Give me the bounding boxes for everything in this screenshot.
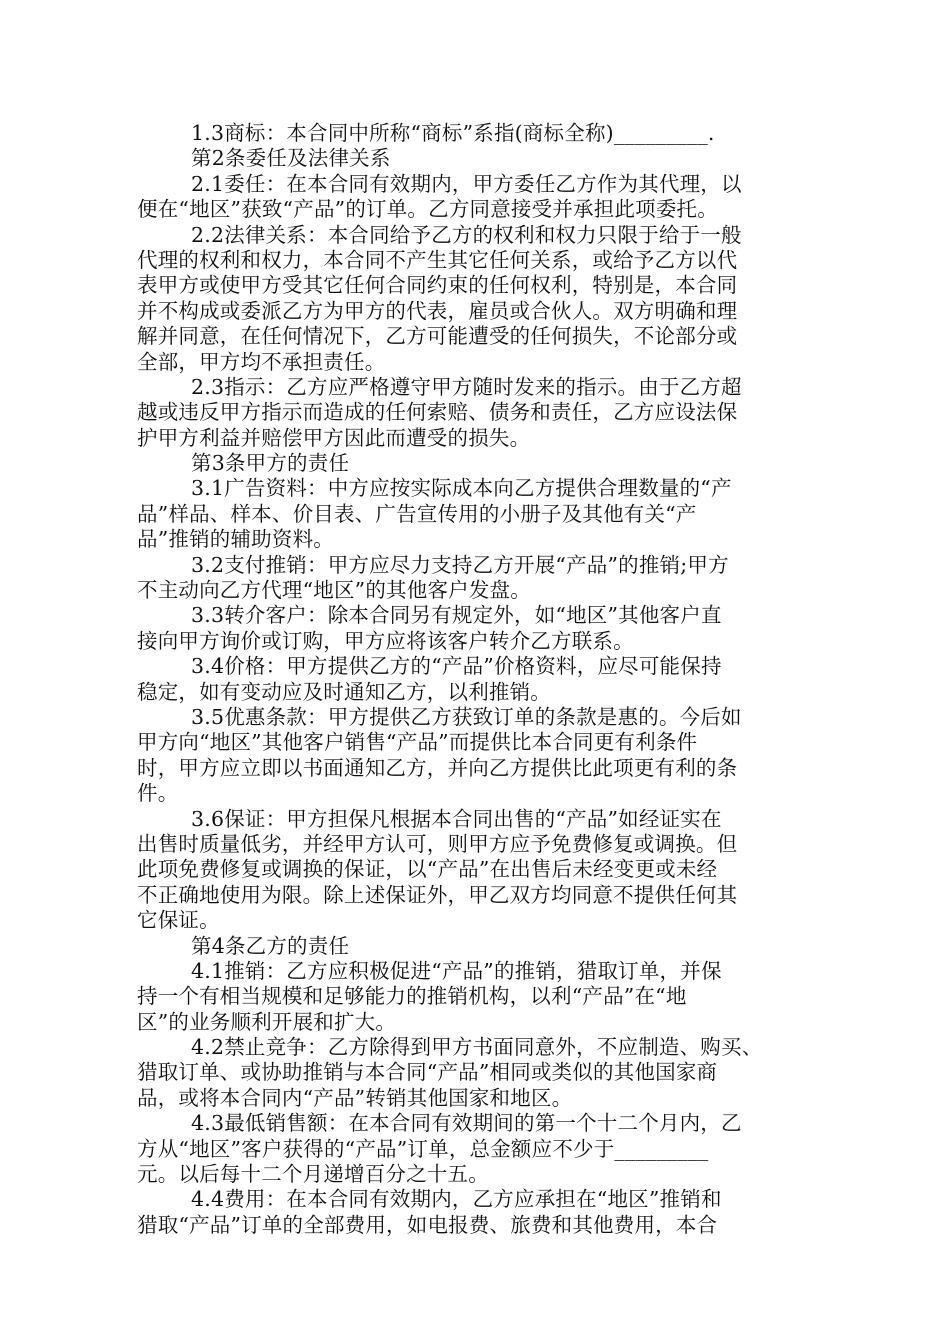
document-line: 2.2法律关系：本合同给予乙方的权利和权力只限于给于一般 bbox=[191, 222, 742, 247]
document-line: 猎取“产品”订单的全部费用，如电报费、旅费和其他费用，本合 bbox=[137, 1212, 718, 1237]
document-line: 此项免费修复或调换的保证，以“产品”在出售后未经变更或未经 bbox=[137, 857, 718, 882]
document-line: 持一个有相当规模和足够能力的推销机构，以利“产品”在“地 bbox=[137, 984, 687, 1009]
document-line: 代理的权利和权力，本合同不产生其它任何关系，或给予乙方以代 bbox=[137, 247, 738, 272]
document-body bbox=[137, 121, 813, 1238]
document-line: 元。以后每十二个月递增百分之十五。 bbox=[137, 1162, 489, 1187]
document-line: 件。 bbox=[137, 781, 179, 806]
document-line: 时，甲方应立即以书面通知乙方，并向乙方提供比此项更有利的条 bbox=[137, 755, 738, 780]
document-line: 第4条乙方的责任 bbox=[191, 933, 350, 958]
document-line: 解并同意，在任何情况下，乙方可能遭受的任何损失，不论部分或 bbox=[137, 324, 738, 349]
document-line: 1.3商标：本合同中所称“商标”系指(商标全称)_________. bbox=[191, 121, 715, 145]
document-line: 它保证。 bbox=[137, 908, 220, 933]
document-line: 3.3转介客户：除本合同另有规定外，如“地区”其他客户直 bbox=[191, 603, 722, 628]
document-line: 猎取订单、或协助推销与本合同“产品”相同或类似的其他国家商 bbox=[137, 1060, 718, 1085]
document-line: 3.5优惠条款：甲方提供乙方获致订单的条款是惠的。今后如 bbox=[191, 704, 742, 729]
document-line: 便在“地区”获致“产品”的订单。乙方同意接受并承担此项委托。 bbox=[137, 197, 718, 222]
document-line: 4.3最低销售额：在本合同有效期间的第一个十二个月内，乙 bbox=[191, 1111, 742, 1136]
document-line: 3.2支付推销：甲方应尽力支持乙方开展“产品”的推销;甲方 bbox=[191, 552, 729, 577]
document-line: 区”的业务顺利开展和扩大。 bbox=[137, 1009, 397, 1034]
document-line: 越或违反甲方指示而造成的任何索赔、债务和责任，乙方应设法保 bbox=[137, 400, 738, 425]
document-line: 并不构成或委派乙方为甲方的代表，雇员或合伙人。双方明确和理 bbox=[137, 298, 738, 323]
document-line: 品”样品、样本、价目表、广告宣传用的小册子及其他有关“产 bbox=[137, 501, 697, 526]
document-line: 表甲方或使甲方受其它任何合同约束的任何权利，特别是，本合同 bbox=[137, 273, 738, 298]
document-line: 不正确地使用为限。除上述保证外，甲乙双方均同意不提供任何其 bbox=[137, 882, 738, 907]
document-line: 4.2禁止竞争：乙方除得到甲方书面同意外，不应制造、购买、 bbox=[191, 1035, 763, 1060]
document-line: 第3条甲方的责任 bbox=[191, 451, 350, 476]
document-line: 品，或将本合同内“产品”转销其他国家和地区。 bbox=[137, 1085, 573, 1110]
document-line: 接向甲方询价或订购，甲方应将该客户转介乙方联系。 bbox=[137, 628, 634, 653]
document-line: 2.1委任：在本合同有效期内，甲方委任乙方作为其代理，以 bbox=[191, 171, 742, 196]
document-line: 2.3指示：乙方应严格遵守甲方随时发来的指示。由于乙方超 bbox=[191, 374, 742, 399]
document-line: 护甲方利益并赔偿甲方因此而遭受的损失。 bbox=[137, 425, 531, 450]
document-line: 3.1广告资料：中方应按实际成本向乙方提供合理数量的“产 bbox=[191, 476, 732, 501]
document-line: 全部，甲方均不承担责任。 bbox=[137, 349, 386, 374]
document-line: 甲方向“地区”其他客户销售“产品”而提供比本合同更有利条件 bbox=[137, 730, 698, 755]
document-line: 品”推销的辅助资料。 bbox=[137, 527, 334, 552]
document-line: 4.1推销：乙方应积极促进“产品”的推销，猎取订单，并保 bbox=[191, 958, 722, 983]
document-line: 稳定，如有变动应及时通知乙方，以利推销。 bbox=[137, 679, 551, 704]
document-line: 出售时质量低劣，并经甲方认可，则甲方应予免费修复或调换。但 bbox=[137, 831, 738, 856]
document-line: 方从“地区”客户获得的“产品”订单，总金额应不少于_________ bbox=[137, 1136, 709, 1161]
document-line: 4.4费用：在本合同有效期内，乙方应承担在“地区”推销和 bbox=[191, 1187, 722, 1212]
document-line: 3.4价格：甲方提供乙方的“产品”价格资料，应尽可能保持 bbox=[191, 654, 722, 679]
document-line: 3.6保证：甲方担保凡根据本合同出售的“产品”如经证实在 bbox=[191, 806, 722, 831]
document-line: 第2条委任及法律关系 bbox=[191, 146, 391, 171]
document-line: 不主动向乙方代理“地区”的其他客户发盘。 bbox=[137, 578, 531, 603]
